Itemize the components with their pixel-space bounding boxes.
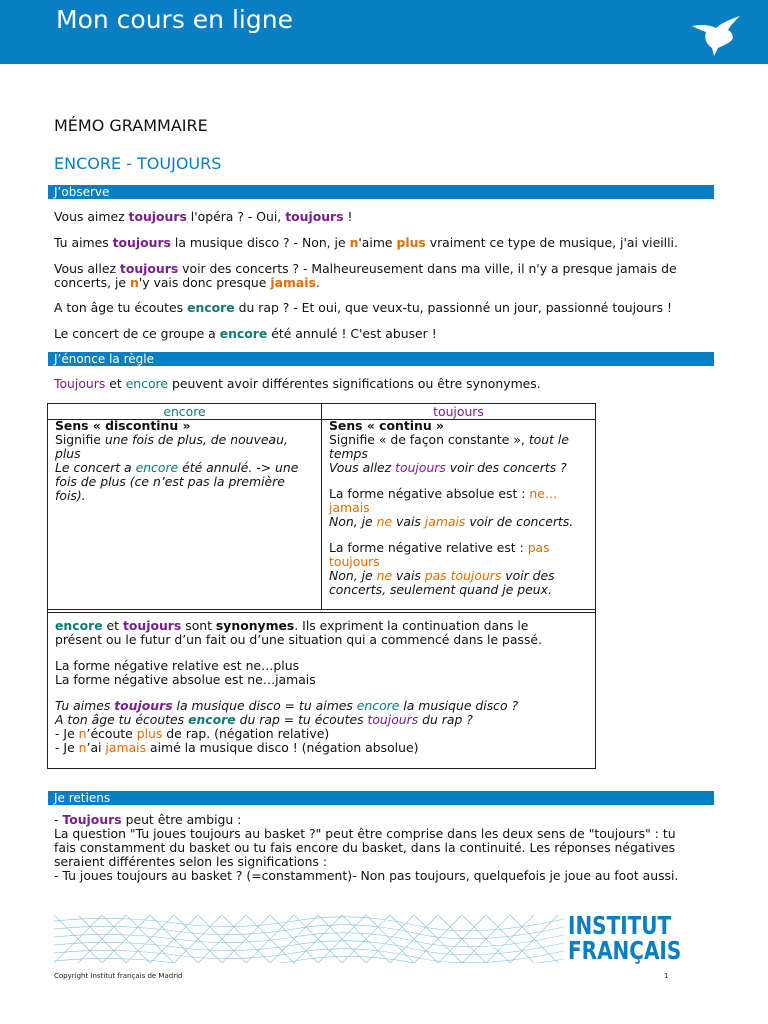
lesson-subtitle: ENCORE - TOUJOURS bbox=[54, 154, 222, 173]
retiens-block bbox=[54, 813, 714, 883]
text: été annulé. -> une bbox=[178, 460, 299, 475]
text: tout le bbox=[528, 432, 569, 447]
grammar-table bbox=[47, 403, 596, 769]
observe-sentence-4 bbox=[54, 301, 714, 315]
text: fais constamment du basket ou tu fais encore du basket, dans la continuité. Les réponses négatives bbox=[54, 840, 676, 855]
text: vais bbox=[392, 568, 425, 583]
text: A ton âge tu écoutes bbox=[54, 300, 188, 315]
table-divider bbox=[48, 612, 595, 613]
text: synonymes bbox=[215, 618, 295, 633]
keyword-encore: encore bbox=[187, 300, 235, 315]
text: Non, je bbox=[329, 568, 377, 583]
keyword-toujours: toujours bbox=[128, 209, 187, 224]
text: La forme négative absolue est ne…jamais bbox=[55, 672, 316, 687]
observe-sentence-2 bbox=[54, 236, 714, 250]
keyword-encore: encore bbox=[55, 618, 103, 633]
keyword-encore: encore bbox=[125, 376, 169, 391]
regle-statement bbox=[54, 377, 714, 391]
table-divider bbox=[321, 404, 322, 609]
text: 'aime bbox=[358, 235, 397, 250]
text: peut être ambigu : bbox=[121, 812, 242, 827]
text: plus bbox=[55, 446, 81, 461]
text: la musique disco ? - Non, je bbox=[170, 235, 350, 250]
text: et bbox=[102, 618, 123, 633]
text: Tu aimes bbox=[54, 235, 113, 250]
keyword-toujours: Toujours bbox=[62, 812, 122, 827]
text: vais bbox=[392, 514, 425, 529]
footer-wave-pattern bbox=[54, 915, 564, 963]
keyword-encore: encore bbox=[188, 712, 236, 727]
text: fois). bbox=[55, 488, 86, 503]
keyword-negation: n bbox=[349, 235, 359, 250]
section-band-retiens: Je retiens bbox=[48, 791, 714, 805]
text: ’ai bbox=[86, 740, 106, 755]
text: La forme négative absolue est : bbox=[329, 486, 530, 501]
cell-title: Sens « discontinu » bbox=[55, 418, 191, 433]
text: Vous aimez bbox=[54, 209, 129, 224]
keyword-negation: ne bbox=[376, 514, 393, 529]
keyword-toujours: Toujours bbox=[54, 376, 106, 391]
text: Signifie bbox=[55, 432, 105, 447]
text: aimé la musique disco ! (négation absolue) bbox=[146, 740, 419, 755]
text: fois de plus (ce n’est pas la première bbox=[55, 474, 285, 489]
text: Tu aimes bbox=[55, 698, 115, 713]
text: ’écoute bbox=[86, 726, 137, 741]
text: voir des bbox=[501, 568, 555, 583]
keyword-plus: plus bbox=[136, 726, 163, 741]
keyword-jamais: jamais bbox=[270, 275, 316, 290]
keyword-jamais: jamais bbox=[105, 740, 147, 755]
keyword-negation: n bbox=[78, 740, 87, 755]
text: seraient différentes selon les significations : bbox=[54, 854, 328, 869]
text: la musique disco = tu aimes bbox=[172, 698, 357, 713]
table-cell-encore bbox=[55, 419, 317, 503]
text: - Je bbox=[55, 740, 79, 755]
keyword-toujours: toujours bbox=[112, 235, 171, 250]
text: voir de concerts. bbox=[465, 514, 574, 529]
text: La forme négative relative est ne…plus bbox=[55, 658, 300, 673]
text: voir des concerts ? - Malheureusement dans ma ville, il n'y a presque jamais de bbox=[178, 261, 677, 276]
text: . bbox=[315, 275, 320, 290]
keyword-pas-toujours: pas toujours bbox=[424, 568, 502, 583]
hummingbird-icon bbox=[688, 10, 744, 58]
text: et bbox=[105, 376, 126, 391]
keyword-jamais: jamais bbox=[424, 514, 466, 529]
keyword-encore: encore bbox=[219, 326, 268, 341]
text: présent ou le futur d’un fait ou d’une situation qui a commencé dans le passé. bbox=[55, 632, 542, 647]
institut-logo-line1: INSTITUT bbox=[568, 911, 672, 940]
text: - bbox=[54, 812, 63, 827]
text: temps bbox=[329, 446, 368, 461]
observe-sentence-1 bbox=[54, 210, 714, 224]
text: Vous allez bbox=[329, 460, 396, 475]
keyword-jamais: jamais bbox=[329, 500, 370, 515]
text: Le concert a bbox=[55, 460, 136, 475]
text: la musique disco ? bbox=[399, 698, 519, 713]
table-header-toujours: toujours bbox=[433, 404, 484, 419]
header-title: Mon cours en ligne bbox=[56, 5, 293, 34]
keyword-negation: n bbox=[129, 275, 139, 290]
table-cell-toujours bbox=[329, 419, 591, 597]
page-number: 1 bbox=[664, 972, 669, 980]
copyright-text: Copyright Institut français de Madrid bbox=[54, 972, 183, 980]
table-header-encore: encore bbox=[163, 404, 206, 419]
keyword-toujours: toujours bbox=[285, 209, 344, 224]
keyword-negation: n bbox=[78, 726, 87, 741]
text: voir des concerts ? bbox=[445, 460, 567, 475]
text: de rap. (négation relative) bbox=[162, 726, 330, 741]
text: . Ils expriment la continuation dans le bbox=[294, 618, 529, 633]
text: Signifie « de façon constante », bbox=[329, 432, 529, 447]
keyword-toujours-neg: toujours bbox=[329, 554, 380, 569]
text: Vous allez bbox=[54, 261, 120, 276]
text: Le concert de ce groupe a bbox=[54, 326, 220, 341]
text: ! bbox=[343, 209, 353, 224]
text: concerts, seulement quand je peux. bbox=[329, 582, 552, 597]
text: La forme négative relative est : bbox=[329, 540, 528, 555]
header-bar bbox=[0, 0, 768, 64]
institut-logo-line2: FRANÇAIS bbox=[568, 936, 682, 965]
keyword-toujours: toujours bbox=[119, 261, 179, 276]
keyword-toujours: toujours bbox=[122, 618, 182, 633]
keyword-toujours: toujours bbox=[395, 460, 446, 475]
section-band-observe: J’observe bbox=[48, 185, 714, 199]
text: 'y vais donc presque bbox=[138, 275, 271, 290]
keyword-pas: pas bbox=[527, 540, 550, 555]
keyword-plus: plus bbox=[396, 235, 426, 250]
observe-sentence-5 bbox=[54, 327, 714, 341]
text: - Tu joues toujours au basket ? (=constamment)- Non pas toujours, quelquefois je joue au foot aussi. bbox=[54, 868, 679, 883]
text: du rap ? bbox=[418, 712, 473, 727]
text: sont bbox=[181, 618, 216, 633]
text: du rap = tu écoutes bbox=[235, 712, 368, 727]
table-divider bbox=[48, 609, 595, 610]
text: du rap ? - Et oui, que veux-tu, passionné un jour, passionné toujours ! bbox=[234, 300, 672, 315]
keyword-negation: ne… bbox=[529, 486, 558, 501]
text: vraiment ce type de musique, j'ai vieilli. bbox=[425, 235, 678, 250]
text: A ton âge tu écoutes bbox=[55, 712, 189, 727]
keyword-toujours: toujours bbox=[367, 712, 419, 727]
cell-title: Sens « continu » bbox=[329, 418, 444, 433]
keyword-negation: ne bbox=[376, 568, 393, 583]
table-cell-synonyms bbox=[55, 619, 591, 755]
text: concerts, je bbox=[54, 275, 130, 290]
text: Non, je bbox=[329, 514, 377, 529]
memo-title: MÉMO GRAMMAIRE bbox=[54, 116, 208, 135]
text: peuvent avoir différentes significations ou être synonymes. bbox=[168, 376, 541, 391]
keyword-encore: encore bbox=[135, 460, 179, 475]
section-band-regle: J’énonce la règle bbox=[48, 352, 714, 366]
text: - Je bbox=[55, 726, 79, 741]
keyword-toujours: toujours bbox=[114, 698, 173, 713]
text: l'opéra ? - Oui, bbox=[186, 209, 286, 224]
text: La question "Tu joues toujours au basket ?" peut être comprise dans les deux sens de "toujours" : tu bbox=[54, 826, 676, 841]
observe-sentence-3 bbox=[54, 262, 714, 290]
text: été annulé ! C'est abuser ! bbox=[267, 326, 437, 341]
text: une fois de plus, de nouveau, bbox=[104, 432, 288, 447]
keyword-encore: encore bbox=[356, 698, 400, 713]
